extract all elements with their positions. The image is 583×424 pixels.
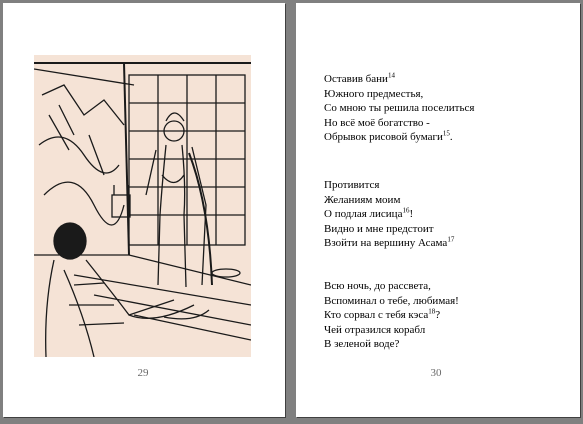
poem-line: В зеленой воде? [324, 338, 400, 351]
poem-line: Видно и мне предстоит [324, 222, 434, 235]
illustration-drawing [34, 55, 251, 357]
stanza [324, 279, 459, 352]
poem-line: Кто сорвал с тебя кэса$^{18}$? [324, 307, 441, 322]
footnote-ref[interactable]: 15 [442, 129, 450, 138]
right-page [296, 3, 580, 417]
stanza [324, 72, 474, 145]
poem-line: Желаниям моим [324, 193, 401, 206]
poem-line: Чей отразился корабл [324, 323, 426, 336]
poem-line: Вспоминал о тебе, любимая! [324, 294, 459, 307]
footnote-ref[interactable]: 16 [402, 206, 410, 215]
footnote-ref[interactable]: 17 [447, 235, 455, 244]
poem-line: Со мною ты решила поселиться [324, 102, 475, 115]
poem-line: Противится [324, 179, 380, 191]
page-number: 29 [137, 367, 149, 379]
poem-line: Оставив бани$^{14}$ [324, 71, 395, 85]
page-number: 30 [430, 367, 442, 379]
poem-line: Взойти на вершину Асама$^{17}$ [324, 235, 455, 250]
ink-illustration [34, 55, 251, 357]
poem-line: Обрывок рисовой бумаги$^{15}$. [324, 129, 453, 144]
poem-line: Южного предместья, [324, 87, 424, 100]
left-page [3, 3, 285, 417]
footnote-ref[interactable]: 18 [428, 307, 436, 316]
poem-line: Но всё моё богатство - [324, 116, 430, 129]
stanza [324, 178, 454, 251]
footnote-ref[interactable]: 14 [387, 71, 395, 80]
poem-line: О подлая лисица$^{16}$! [324, 206, 414, 221]
poem-line: Всю ночь, до рассвета, [324, 280, 431, 292]
